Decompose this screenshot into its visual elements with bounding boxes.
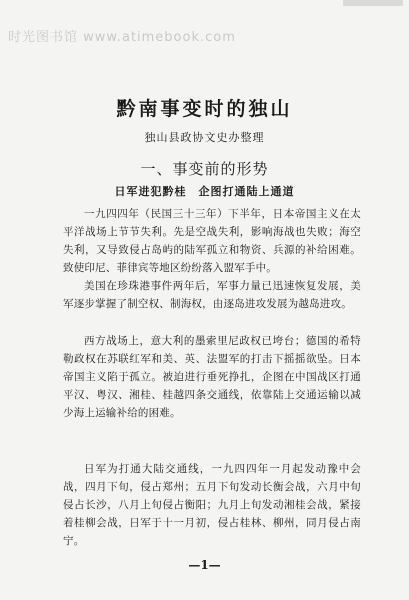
author-line: 独山县政协文史办整理: [144, 131, 265, 144]
page-title: 黔南事变时的独山: [116, 98, 293, 120]
watermark-text: 时光图书馆 www.atimebook.com: [8, 30, 236, 45]
paragraph-4: 日军为打通大陆交通线，一九四四年一月起发动豫中会战，四月下旬，侵占郑州；五月下旬发动长衡会战，六月中旬侵占长沙，八月上旬侵占衡阳；九月上旬发动湘桂会战，紧接着桂柳会战，日军于十一月初，侵占桂林、柳州，同月侵占南宁。: [63, 463, 361, 547]
paragraph-3: 西方战场上，意大利的墨索里尼政权已垮台；德国的希特勒政权在苏联红军和美、英、法盟军的打击下摇摇欲坠。日本帝国主义陷于孤立。被迫进行垂死挣扎，企图在中国战区打通平汉、粤汉、湘桂、桂越四条交通线，依靠陆上交通运输以减少海上运输补给的困难。: [63, 335, 361, 419]
scan-corner-mark: [343, 0, 403, 6]
page-number: —1—: [188, 558, 221, 572]
paragraph-1: 一九四四年（民国三十三年）下半年，日本帝国主义在太平洋战场上节节失利。先是空战失利，影响海战也失败；海空失利，又导致侵占岛屿的陆军孤立和物资、兵源的补给困难。致使印尼、菲律宾等地区纷纷落入盟军手中。: [63, 208, 361, 274]
section-heading: 一、事变前的形势: [140, 160, 269, 178]
sub-heading: 日军进犯黔桂 企图打通陆上通道: [114, 185, 295, 198]
paragraph-2: 美国在珍珠港事件两年后，军事力量已迅速恢复发展，美军逐步掌握了制空权、制海权，由逐岛进攻发展为越岛进攻。: [63, 280, 361, 310]
